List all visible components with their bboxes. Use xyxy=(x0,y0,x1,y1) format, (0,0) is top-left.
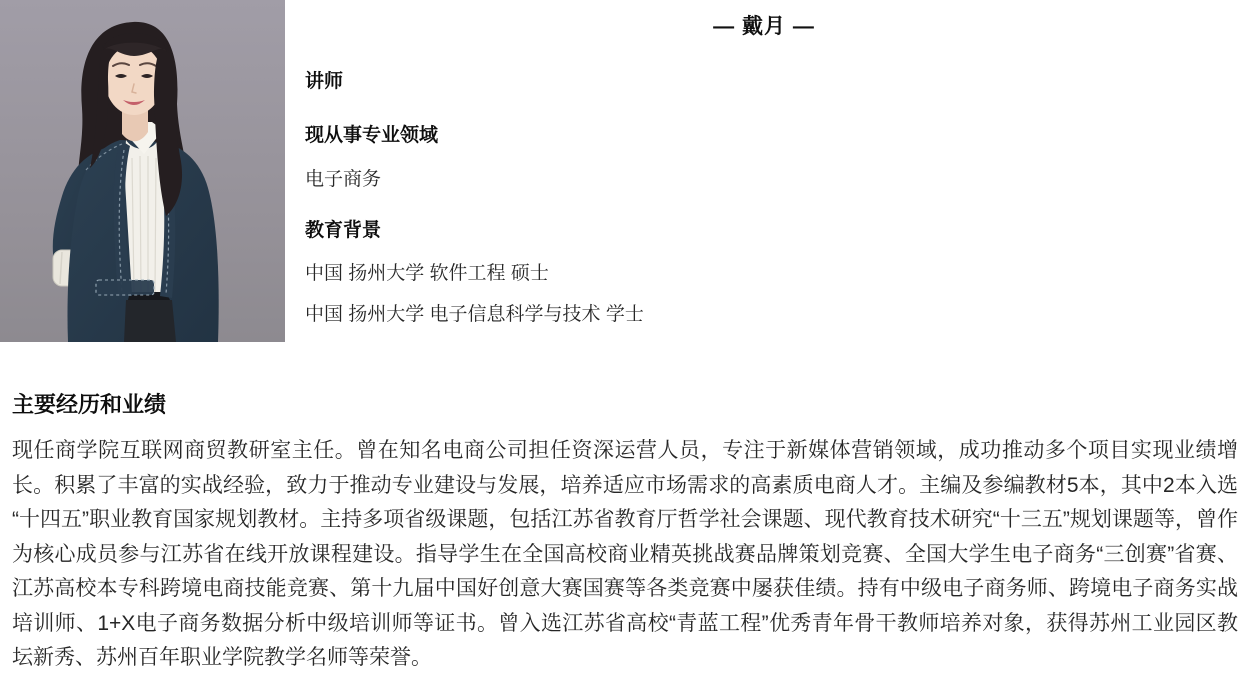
field-heading: 现从事专业领域 xyxy=(305,125,439,146)
role-label: 讲师 xyxy=(305,71,344,92)
profile-info xyxy=(285,0,1248,328)
bio-paragraph: 现任商学院互联网商贸教研室主任。曾在知名电商公司担任资深运营人员，专注于新媒体营销领域，成功推动多个项目实现业绩增长。积累了丰富的实战经验，致力于推动专业建设与发展，培养适应市场需求的高素质电商人才。主编及参编教材5本，其中2本入选“十四五”职业教育国家规划教材。主持多项省级课题，包括江苏省教育厅哲学社会课题、现代教育技术研究“十三五”规划课题等，曾作为核心成员参与江苏省在线开放课程建设。指导学生在全国高校商业精英挑战赛品牌策划竞赛、全国大学生电子商务“三创赛”省赛、江苏高校本专科跨境电商技能竞赛、第十九届中国好创意大赛国赛等各类竞赛中屡获佳绩。持有中级电子商务师、跨境电子商务实战培训师、1+X电子商务数据分析中级培训师等证书。曾入选江苏省高校“青蓝工程”优秀青年骨干教师培养对象，获得苏州工业园区教坛新秀、苏州百年职业学院教学名师等荣誉。 xyxy=(12,439,1238,669)
education-item: 中国 扬州大学 软件工程 硕士 xyxy=(305,263,549,284)
bio-section xyxy=(0,390,1248,676)
lecturer-name-title: — 戴月 — xyxy=(713,15,815,38)
portrait-illustration xyxy=(0,0,285,342)
education-item: 中国 扬州大学 电子信息科学与技术 学士 xyxy=(305,304,644,325)
bio-heading: 主要经历和业绩 xyxy=(12,392,167,417)
lecturer-photo xyxy=(0,0,285,342)
field-value: 电子商务 xyxy=(305,169,382,190)
education-heading: 教育背景 xyxy=(305,220,382,241)
